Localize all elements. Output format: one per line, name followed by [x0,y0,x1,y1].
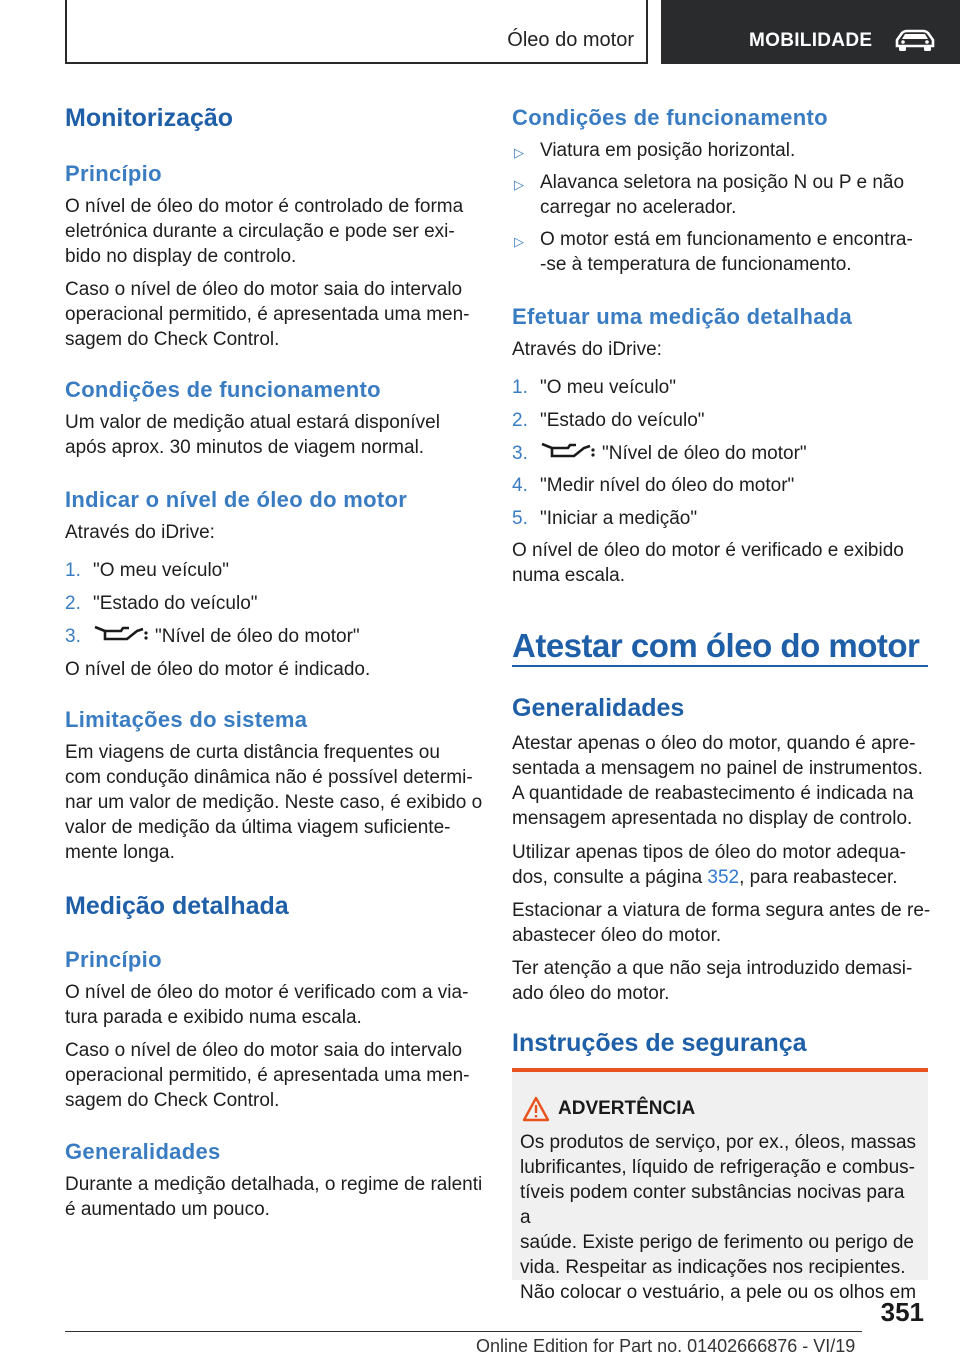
heading-detail-principle: Princípio [65,947,162,972]
triangle-bullet-icon: ▷ [514,145,524,160]
warning-box [512,1068,928,1303]
list-item: ▷ Viatura em posição horizontal. [514,140,796,161]
header-section-title: Óleo do motor [507,29,634,51]
heading-system-limits: Limitações do sistema [65,707,308,732]
heading-detailed-measure: Efetuar uma medição detalhada [512,304,853,329]
paragraph-conditions: Um valor de medição atual estará disponível após aprox. 30 minutos de viagem normal. [65,412,440,458]
warning-body: Os produtos de serviço, por ex., óleos, massas lubrificantes, líquido de refrigeração e combus- tíveis podem conter substâncias nocivas para a saúde. Existe perigo de ferimento ou perigo de vida. Respeitar as indicações nos recipientes. Não colocar o vestuário, a pele ou os olhos em [520,1132,917,1303]
heading-safety: Instruções de segurança [512,1029,807,1057]
heading-conditions: Condições de funcionamento [65,377,381,402]
triangle-bullet-icon: ▷ [514,177,524,192]
list-item: 1. "O meu veículo" [512,377,676,398]
list-item: 3. "Nível de óleo do motor" [65,626,480,651]
page-number: 351 [880,1297,924,1327]
list-item: 4. "Medir nível do óleo do motor" [512,475,795,496]
car-icon [893,28,937,54]
indicate-steps-list [65,560,480,660]
oil-can-icon [540,440,596,464]
paragraph-principle-1: O nível de óleo do motor é controlado de forma eletrónica durante a circulação e pode ser exi- bido no display de controlo. [65,196,464,267]
footer-edition: Online Edition for Part no. 01402666876 - VI/19 [476,1336,856,1356]
heading-general-right: Generalidades [512,694,685,722]
paragraph-general-4: Ter atenção a que não seja introduzido demasi- ado óleo do motor. [512,958,913,1004]
list-item: ▷ O motor está em funcionamento e encontra- -se à temperatura de funcionamento. [514,229,913,275]
paragraph-general: Durante a medição detalhada, o regime de ralenti é aumentado um pouco. [65,1174,483,1220]
header-section-tab [65,0,648,64]
paragraph-indicate-result: O nível de óleo do motor é indicado. [65,659,371,680]
heading-indicate-level: Indicar o nível de óleo do motor [65,487,408,512]
triangle-bullet-icon: ▷ [514,234,524,249]
list-item: 3. "Nível de óleo do motor" [512,443,928,468]
paragraph-general-2: Utilizar apenas tipos de óleo do motor adequa- dos, consulte a página 352, para reabastecer. [512,842,906,888]
paragraph-measure-result: O nível de óleo do motor é verificado e exibido numa escala. [512,540,904,586]
paragraph-measure-intro: Através do iDrive: [512,339,662,360]
warning-title: ADVERTÊNCIA [558,1098,696,1119]
paragraph-idrive-intro: Através do iDrive: [65,522,215,543]
list-item: 2. "Estado do veículo" [65,593,258,614]
list-item: 5. "Iniciar a medição" [512,508,698,529]
heading-underline [512,665,928,667]
conditions-bullet-list [512,140,928,280]
header-badge-label: MOBILIDADE [749,30,873,51]
heading-detailed-measurement: Medição detalhada [65,892,289,920]
paragraph-general-3: Estacionar a viatura de forma segura antes de re- abastecer óleo do motor. [512,900,931,946]
heading-refill-oil: Atestar com óleo do motor [512,627,920,664]
paragraph-principle-2: Caso o nível de óleo do motor saia do intervalo operacional permitido, é apresentada uma men- sagem do Check Control. [65,279,470,350]
heading-general: Generalidades [65,1139,221,1164]
list-item: ▷ Alavanca seletora na posição N ou P e não carregar no acelerador. [514,172,905,218]
paragraph-system-limits: Em viagens de curta distância frequentes ou com condução dinâmica não é possível determi- nar um valor de medição. Neste caso, é exibido o valor de medição da última viagem suficiente- mente longa. [65,742,483,863]
paragraph-detail-1: O nível de óleo do motor é verificado com a via- tura parada e exibido numa escala. [65,982,469,1028]
header-badge [661,0,960,64]
warning-triangle-icon [522,1096,550,1122]
measure-steps-list [512,377,928,537]
oil-can-icon [93,623,149,647]
heading-principle: Princípio [65,161,162,186]
heading-monitoring: Monitorização [65,104,234,132]
list-item: 1. "O meu veículo" [65,560,229,581]
page-link-352[interactable]: 352 [707,867,740,888]
heading-conditions-right: Condições de funcionamento [512,105,828,130]
paragraph-general-1: Atestar apenas o óleo do motor, quando é apre- sentada a mensagem no painel de instrumentos. A quantidade de reabastecimento é indicada na mensagem apresentada no display de controlo. [512,733,923,829]
list-item: 2. "Estado do veículo" [512,410,705,431]
paragraph-detail-2: Caso o nível de óleo do motor saia do intervalo operacional permitido, é apresentada uma men- sagem do Check Control. [65,1040,470,1111]
footer-divider [65,1331,862,1332]
